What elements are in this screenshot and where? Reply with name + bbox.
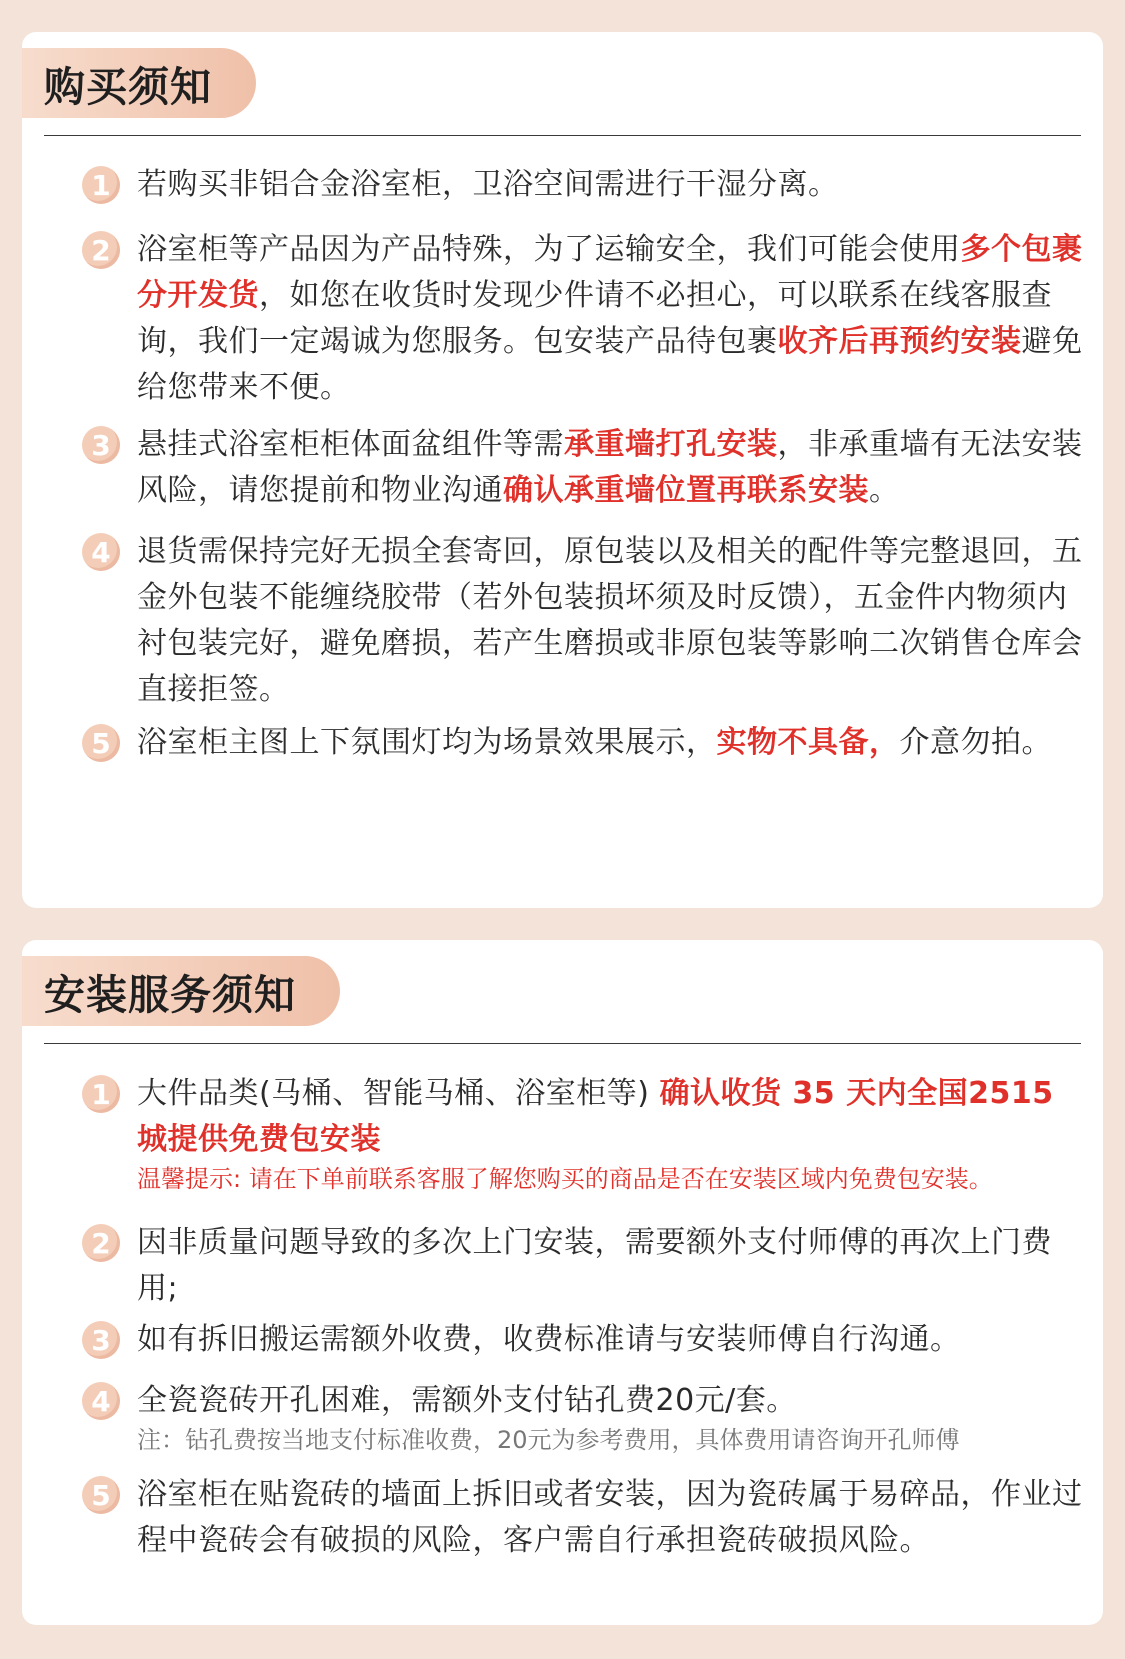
purchase-item-1 <box>62 162 1083 208</box>
item-text: ，非承重墙有无法安装风险，请您提前和物业沟通 <box>137 427 1083 508</box>
number-badge-icon: 5 <box>82 1476 120 1514</box>
install-item-1 <box>62 1071 1083 1195</box>
item-text: 如有拆旧搬运需额外收费，收费标准请与安装师傅自行沟通。 <box>137 1322 961 1357</box>
number-badge-icon: 4 <box>82 533 120 571</box>
highlight-text: 实物不具备， <box>716 725 900 760</box>
install-notice-title: 安装服务须知 <box>44 970 296 1019</box>
note-text: 注：钻孔费按当地支付标准收费，20元为参考费用，具体费用请咨询开孔师傅 <box>137 1426 960 1454</box>
install-notice-card <box>22 940 1103 1625</box>
item-text: 。 <box>869 473 900 508</box>
purchase-notice-title: 购买须知 <box>44 62 212 111</box>
number-badge-icon: 4 <box>82 1382 120 1420</box>
install-item-2 <box>62 1220 1083 1312</box>
number-badge-icon: 3 <box>82 426 120 464</box>
install-item-5 <box>62 1472 1083 1564</box>
item-text: 全瓷瓷砖开孔困难，需额外支付钻孔费20元/套。 <box>137 1383 797 1418</box>
item-text: 浴室柜等产品因为产品特殊，为了运输安全，我们可能会使用 <box>137 232 961 267</box>
number-badge-icon: 1 <box>82 1075 120 1113</box>
item-text: 避免给您带来不便。 <box>137 324 1083 405</box>
highlight-text: 承重墙打孔安装 <box>564 427 778 462</box>
purchase-item-5 <box>62 720 1083 766</box>
item-text: 大件品类(马桶、智能马桶、浴室柜等) <box>137 1076 660 1111</box>
item-text: 浴室柜在贴瓷砖的墙面上拆旧或者安装，因为瓷砖属于易碎品，作业过程中瓷砖会有破损的风险，客户需自行承担瓷砖破损风险。 <box>137 1477 1083 1558</box>
purchase-notice-card <box>22 32 1103 908</box>
divider <box>44 1043 1081 1044</box>
install-item-3 <box>62 1317 1083 1363</box>
install-notice-tab <box>22 956 340 1026</box>
item-text: 退货需保持完好无损全套寄回，原包装以及相关的配件等完整退回，五金外包装不能缠绕胶带（若外包装损坏须及时反馈），五金件内物须内衬包装完好，避免磨损，若产生磨损或非原包装等影响二次销售仓库会直接拒签。 <box>137 534 1083 707</box>
install-item-4 <box>62 1378 1083 1456</box>
number-badge-icon: 1 <box>82 166 120 204</box>
purchase-item-2 <box>62 227 1083 411</box>
highlight-text: 多个包裹分开发货 <box>137 232 1083 313</box>
highlight-text: 确认承重墙位置再联系安装 <box>503 473 869 508</box>
item-text: 介意勿拍。 <box>899 725 1052 760</box>
number-badge-icon: 2 <box>82 1224 120 1262</box>
purchase-item-4 <box>62 529 1083 713</box>
warm-tip-text: 温馨提示: 请在下单前联系客服了解您购买的商品是否在安装区域内免费包安装。 <box>137 1165 993 1193</box>
purchase-item-3 <box>62 422 1083 514</box>
number-badge-icon: 3 <box>82 1321 120 1359</box>
number-badge-icon: 5 <box>82 724 120 762</box>
highlight-text: 收齐后再预约安装 <box>777 324 1022 359</box>
highlight-text: 确认收货 35 天内全国2515城提供免费包安装 <box>137 1076 1054 1157</box>
item-text: ，如您在收货时发现少件请不必担心，可以联系在线客服查询，我们一定竭诚为您服务。包安装产品待包裹 <box>137 278 1052 359</box>
divider <box>44 135 1081 136</box>
number-badge-icon: 2 <box>82 231 120 269</box>
item-text: 若购买非铝合金浴室柜，卫浴空间需进行干湿分离。 <box>137 167 839 202</box>
item-text: 悬挂式浴室柜柜体面盆组件等需 <box>137 427 564 462</box>
item-text: 因非质量问题导致的多次上门安装，需要额外支付师傅的再次上门费用; <box>137 1225 1052 1306</box>
purchase-notice-tab <box>22 48 256 118</box>
item-text: 浴室柜主图上下氛围灯均为场景效果展示， <box>137 725 717 760</box>
